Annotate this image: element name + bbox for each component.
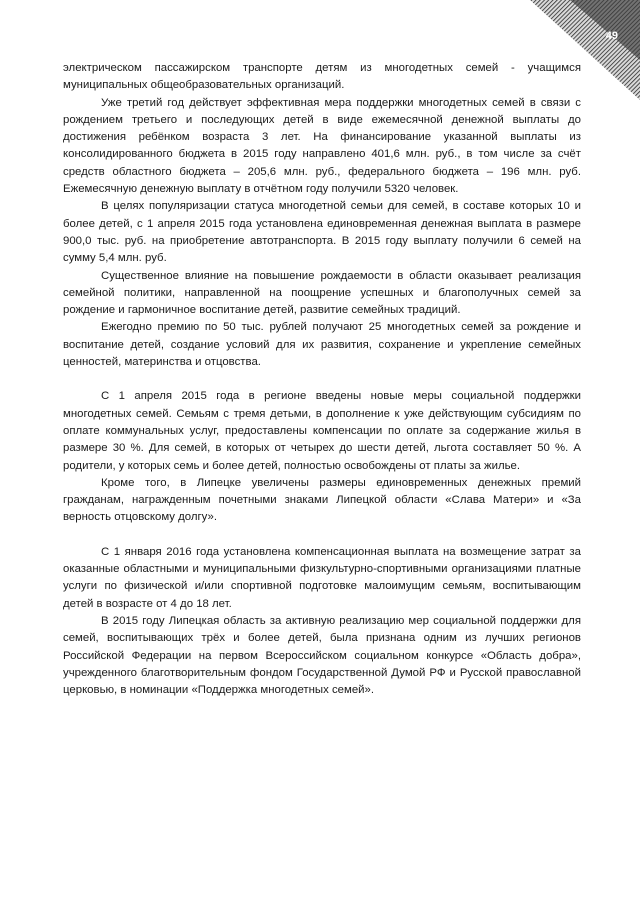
- paragraph: Существенное влияние на повышение рождаемости в области оказывает реализация семейной политики, направленной на поощрение успешных и благополучных семей за рождение и гармоничное воспитание детей, развитие семейных традиций.: [63, 269, 581, 317]
- paragraph: В 2015 году Липецкая область за активную реализацию мер социальной поддержки для семей, воспитывающих трёх и более детей, была признана одним из лучших регионов Российской Федерации на первом Всероссийском социальном конкурсе «Область добра», учрежденного благотворительным фондом Государственной Думой РФ и Русской православной церковью, в номинации «Поддержка многодетных семей».: [63, 614, 581, 697]
- paragraph: Ежегодно премию по 50 тыс. рублей получают 25 многодетных семей за рождение и воспитание детей, создание условий для их развития, сохранение и укрепление семейных ценностей, материнства и отцовства.: [63, 321, 581, 369]
- paragraph: электрическом пассажирском транспорте детям из многодетных семей - учащимся муниципальных общеобразовательных организаций.: [63, 62, 581, 92]
- paragraph: С 1 апреля 2015 года в регионе введены новые меры социальной поддержки многодетных семей. Семьям с тремя детьми, в дополнение к уже действующим субсидиям по оплате коммунальных услуг, предоставлены компенсации по оплате за содержание жилья в размере 30 %. Для семей, в которых от четырех до шести детей, льгота составляет 50 %. А родители, у которых семь и более детей, полностью освобождены от платы за жилье.: [63, 390, 581, 472]
- paragraph: В целях популяризации статуса многодетной семьи для семей, в составе которых 10 и более детей, с 1 апреля 2015 года установлена единовременная денежная выплата в размере 900,0 тыс. руб. на приобретение автотранспорта. В 2015 году выплату получили 6 семей на сумму 5,4 млн. руб.: [63, 200, 581, 265]
- paragraph: Кроме того, в Липецке увеличены размеры единовременных денежных премий гражданам, награжденным почетными знаками Липецкой области «Слава Матери» и «За верность отцовскому долгу».: [63, 476, 581, 524]
- document-body: [63, 60, 581, 699]
- paragraph: Уже третий год действует эффективная мера поддержки многодетных семей в связи с рождением третьего и последующих детей в виде ежемесячной денежной выплаты до достижения ребёнком возраста 3 лет. На финансирование указанной выплаты из консолидированного бюджета в 2015 году направлено 401,6 млн. руб., в том числе за счёт средств областного бюджета – 205,6 млн. руб., федерального бюджета – 196 млн. руб. Ежемесячную денежную выплату в отчётном году получили 5320 человек.: [63, 96, 581, 196]
- paragraph: С 1 января 2016 года установлена компенсационная выплата на возмещение затрат за оказанные областными и муниципальными физкультурно-спортивными организациями платные услуги по физической и/или спортивной подготовке малоимущим семьям, воспитывающим детей в возрасте от 4 до 18 лет.: [63, 545, 581, 610]
- page-number: 49: [605, 30, 618, 42]
